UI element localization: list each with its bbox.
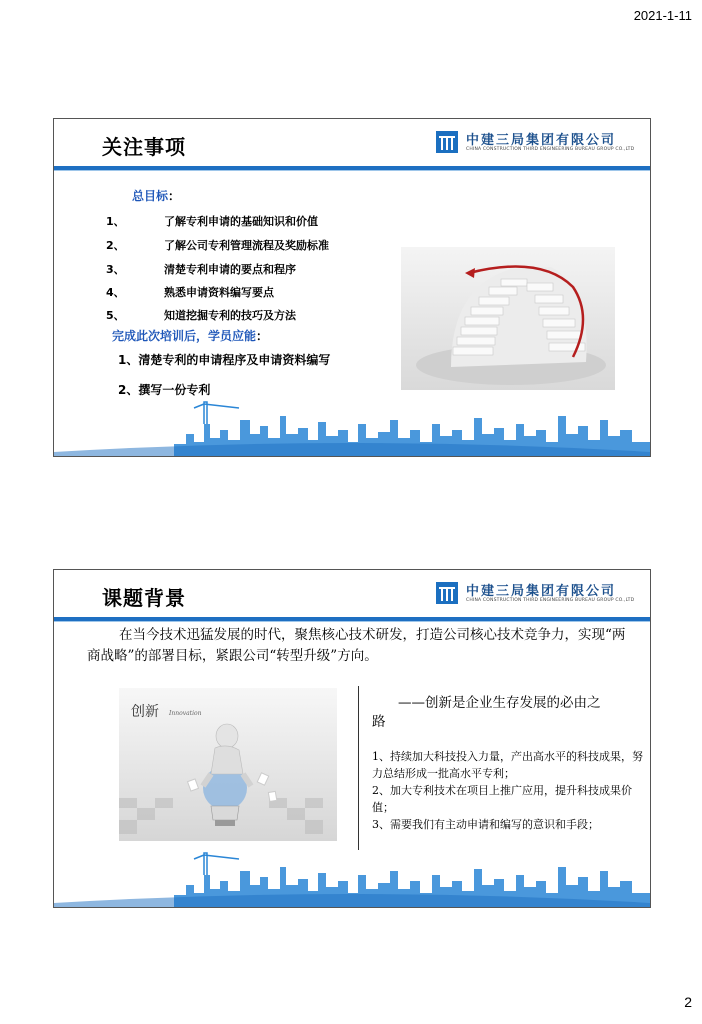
header-divider-light xyxy=(54,621,650,622)
page-number: 2 xyxy=(684,994,692,1010)
header-divider-light xyxy=(54,170,650,171)
company-logo-icon xyxy=(436,582,458,604)
completion-heading: 完成此次培训后，学员应能： xyxy=(112,329,269,343)
spiral-staircase-image xyxy=(401,247,615,390)
action-points xyxy=(372,748,648,833)
print-date: 2021-1-11 xyxy=(633,8,692,23)
company-name-en: CHINA CONSTRUCTION THIRD ENGINEERING BUREAU GROUP CO.,LTD xyxy=(466,147,635,152)
intro-paragraph: 在当今技术迅猛发展的时代，聚焦核心技术研发，打造公司核心技术竞争力，实现“两商战略”的部署目标，紧跟公司“转型升级”方向。 xyxy=(87,627,626,664)
action-point: 1、持续加大科技投入力量，产出高水平的科技成果，努力总结形成一批高水平专利； xyxy=(372,750,643,780)
action-point: 3、需要我们有主动申请和编写的意识和手段； xyxy=(372,818,599,831)
innovation-lightbulb-image xyxy=(119,688,337,841)
action-point: 2、加大专利技术在项目上推广应用，提升科技成果价值； xyxy=(372,784,632,814)
company-name-cn: 中建三局集团有限公司 xyxy=(466,584,617,599)
goal-item: 4、 熟悉申请资料编写要点 xyxy=(106,286,274,299)
city-skyline-decoration xyxy=(54,394,650,456)
goal-item: 5、 知道挖掘专利的技巧及方法 xyxy=(106,309,296,322)
slide-title: 关注事项 xyxy=(102,135,186,159)
column-divider xyxy=(358,686,359,850)
image-caption-title: 创新 xyxy=(131,704,159,720)
goal-heading: 总目标： xyxy=(132,189,181,203)
goal-item: 3、 清楚专利申请的要点和程序 xyxy=(106,263,296,276)
image-caption-en: Innovation xyxy=(169,710,202,717)
company-logo-icon xyxy=(436,131,458,153)
slide-background xyxy=(53,569,651,908)
slide-header xyxy=(54,119,650,167)
company-name-en: CHINA CONSTRUCTION THIRD ENGINEERING BUREAU GROUP CO.,LTD xyxy=(466,598,635,603)
slide-title: 课题背景 xyxy=(102,586,186,610)
company-logo xyxy=(436,129,636,157)
slide-header xyxy=(54,570,650,618)
goal-item: 1、 了解专利申请的基础知识和价值 xyxy=(106,215,318,228)
slide-focus-items xyxy=(53,118,651,457)
company-name-cn: 中建三局集团有限公司 xyxy=(466,133,617,148)
company-logo xyxy=(436,580,636,608)
outcome-item: 2、撰写一份专利 xyxy=(118,383,211,397)
outcome-item: 1、清楚专利的申请程序及申请资料编写 xyxy=(118,353,331,367)
city-skyline-decoration xyxy=(54,845,650,907)
goal-item: 2、 了解公司专利管理流程及奖励标准 xyxy=(106,239,329,252)
innovation-quote: ——创新是企业生存发展的必由之路 xyxy=(372,695,601,730)
